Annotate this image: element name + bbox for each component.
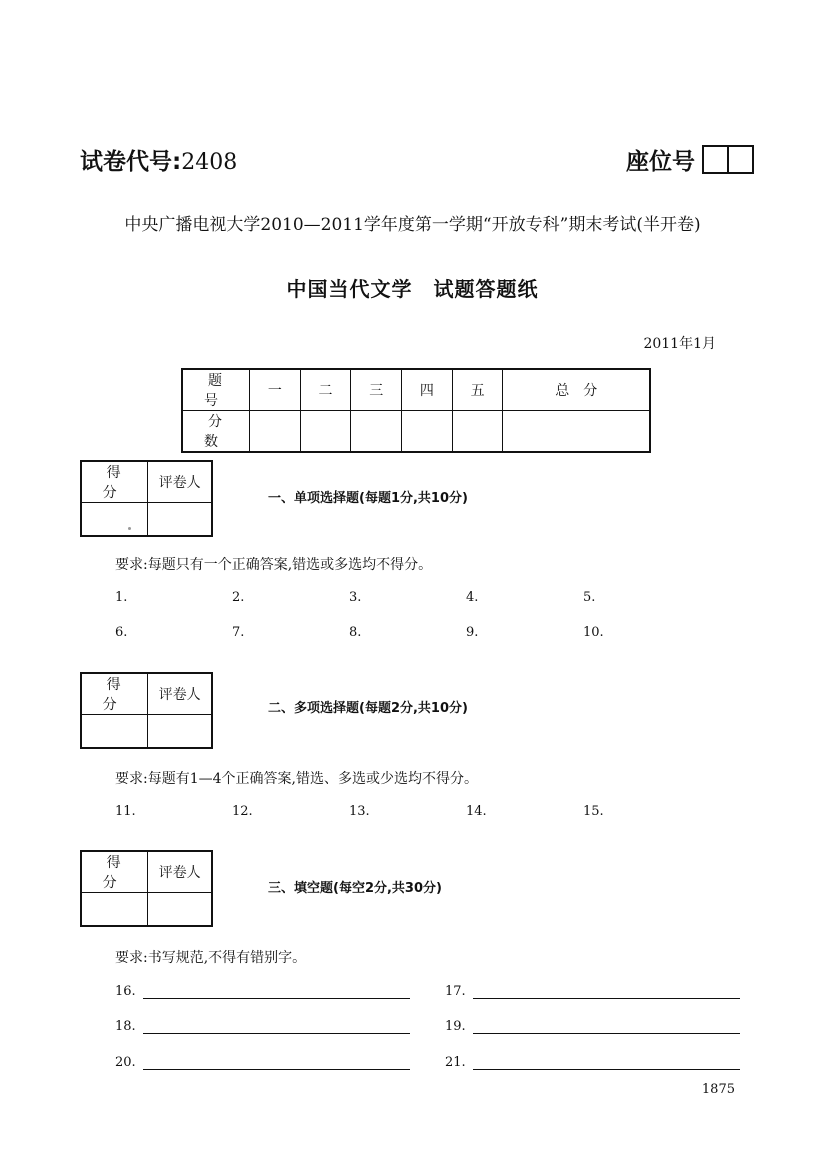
blank-number: 20. [115, 1055, 136, 1070]
blank-number: 18. [115, 1019, 136, 1034]
fill-blank[interactable] [445, 1055, 740, 1070]
fill-row [115, 984, 740, 999]
answer-number: 13. [349, 804, 370, 819]
blank-line[interactable] [473, 1055, 740, 1070]
column-header: 三 [351, 369, 402, 411]
score-label: 分 数 [182, 411, 250, 453]
answer-row [115, 804, 735, 819]
table-row [182, 369, 650, 411]
score-cell [81, 893, 148, 927]
seat-number-boxes [702, 145, 754, 174]
section-title: 二、多项选择题(每题2分,共10分) [268, 701, 468, 716]
column-header: 二 [300, 369, 351, 411]
answer-number: 9. [466, 625, 479, 640]
reviewer-label: 评卷人 [148, 461, 212, 503]
seat-number-label: 座位号 [626, 149, 695, 175]
answer-number: 3. [349, 590, 362, 605]
score-cell [351, 411, 402, 453]
score-label: 得 分 [81, 673, 148, 715]
exam-code-prefix: 试卷代号: [80, 149, 182, 175]
blank-line[interactable] [473, 984, 740, 999]
reviewer-label: 评卷人 [148, 673, 212, 715]
answer-row [115, 625, 735, 640]
answer-number: 12. [232, 804, 253, 819]
blank-line[interactable] [473, 1019, 740, 1034]
fill-blank[interactable] [115, 1055, 410, 1070]
answer-number: 8. [349, 625, 362, 640]
score-cell [300, 411, 351, 453]
blank-number: 16. [115, 984, 136, 999]
answer-number: 6. [115, 625, 128, 640]
fill-row [115, 1055, 740, 1070]
section-requirement: 要求:书写规范,不得有错别字。 [115, 950, 307, 966]
answer-number: 2. [232, 590, 245, 605]
score-label: 得 分 [81, 851, 148, 893]
column-header: 四 [402, 369, 453, 411]
answer-number: 15. [583, 804, 604, 819]
reviewer-label: 评卷人 [148, 851, 212, 893]
answer-row [115, 590, 735, 605]
section-title: 一、单项选择题(每题1分,共10分) [268, 491, 468, 506]
question-number-label: 题 号 [182, 369, 250, 411]
score-cell [503, 411, 650, 453]
seat-box [702, 145, 729, 174]
blank-number: 21. [445, 1055, 466, 1070]
page-title: 中国当代文学 试题答题纸 [286, 277, 539, 301]
fill-blank[interactable] [445, 1019, 740, 1034]
fill-blank[interactable] [115, 984, 410, 999]
answer-number: 1. [115, 590, 128, 605]
scan-dot [128, 527, 131, 530]
column-header-total: 总 分 [503, 369, 650, 411]
answer-number: 4. [466, 590, 479, 605]
answer-number: 14. [466, 804, 487, 819]
table-row [182, 411, 650, 453]
fill-blank[interactable] [445, 984, 740, 999]
answer-number: 10. [583, 625, 604, 640]
column-header: 一 [250, 369, 301, 411]
blank-number: 17. [445, 984, 466, 999]
column-header: 五 [452, 369, 503, 411]
grader-box [80, 672, 213, 749]
score-cell [81, 503, 148, 537]
reviewer-cell [148, 503, 212, 537]
fill-row [115, 1019, 740, 1034]
score-cell [402, 411, 453, 453]
seat-box [729, 145, 754, 174]
score-cell [452, 411, 503, 453]
section-requirement: 要求:每题有1—4个正确答案,错选、多选或少选均不得分。 [115, 771, 478, 787]
page-number: 1875 [701, 1082, 735, 1097]
grader-box [80, 850, 213, 927]
exam-code-value: 2408 [181, 150, 238, 175]
fill-blank[interactable] [115, 1019, 410, 1034]
blank-line[interactable] [143, 1055, 410, 1070]
grader-box [80, 460, 213, 537]
section-title: 三、填空题(每空2分,共30分) [268, 881, 442, 896]
exam-subtitle: 中央广播电视大学2010—2011学年度第一学期“开放专科”期末考试(半开卷) [124, 215, 701, 235]
section-requirement: 要求:每题只有一个正确答案,错选或多选均不得分。 [115, 557, 433, 573]
score-label: 得 分 [81, 461, 148, 503]
score-summary-table [181, 368, 651, 453]
blank-line[interactable] [143, 1019, 410, 1034]
reviewer-cell [148, 715, 212, 749]
exam-date: 2011年1月 [643, 336, 716, 352]
exam-code-label [80, 143, 237, 176]
blank-number: 19. [445, 1019, 466, 1034]
answer-number: 7. [232, 625, 245, 640]
answer-number: 5. [583, 590, 596, 605]
blank-line[interactable] [143, 984, 410, 999]
answer-number: 11. [115, 804, 136, 819]
reviewer-cell [148, 893, 212, 927]
score-cell [250, 411, 301, 453]
score-cell [81, 715, 148, 749]
